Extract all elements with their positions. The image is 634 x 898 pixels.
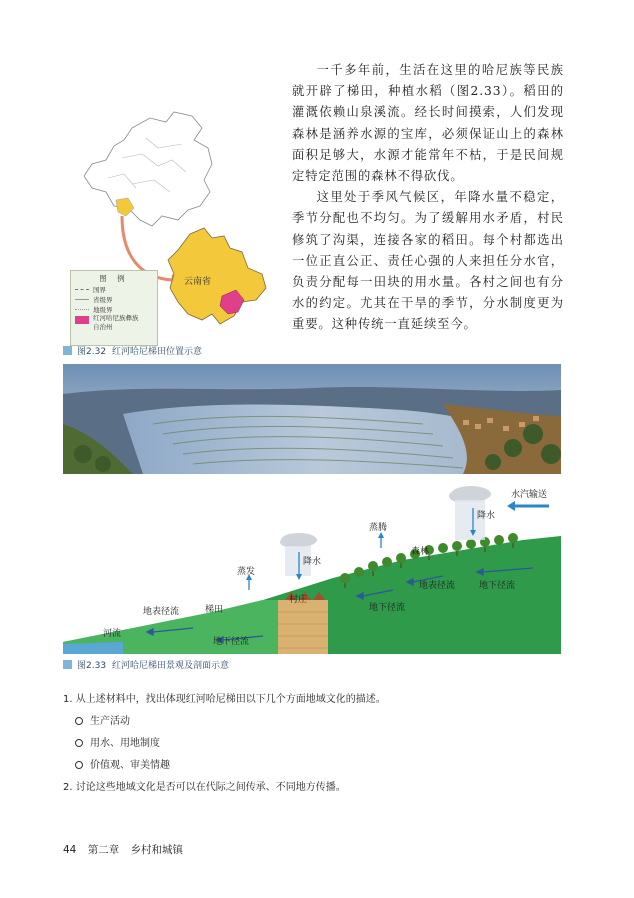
legend-title: 图 例 [99,274,129,283]
page-number: 44 [63,844,77,856]
label-village: 村庄 [289,595,308,605]
chapter-label: 第二章 [87,844,120,856]
sub-item: 价值观、审美情趣 [75,756,170,771]
label-underground-left: 地下径流 [213,637,250,647]
label-river: 河流 [103,629,122,639]
label-terrace: 梯田 [205,605,224,615]
terrace-profile-diagram [63,482,561,654]
page-footer [63,842,191,857]
paragraph: 这里处于季风气候区，年降水量不稳定，季节分配也不均匀。为了缓解用水矛盾，村民修筑了沟渠，连接各家的稻田。每个村都选出一位正直公正、责任心强的人来担任分水官，负责分配每一田块的用水量。各村之间也有分水的约定。尤其在干旱的季节，分水制度更为重要。这种传统一直延续至今。 [292,190,564,332]
paragraph: 一千多年前，生活在这里的哈尼族等民族就开辟了梯田，种植水稻（图2.33）。稻田的灌溉依赖山泉溪流。经长时间摸索，人们发现森林是涵养水源的宝库，必须保证山上的森林面积足够大，水源才能常年不枯，于是民间规定特定范围的森林不得砍伐。 [292,63,564,184]
province-label: 云南省 [184,277,212,287]
label-transpire: 蒸腾 [369,523,388,533]
label-surface-left: 地表径流 [143,607,180,617]
article-text [292,60,564,336]
label-underground-right1: 地下径流 [479,581,516,591]
caption-marker-icon [63,346,72,355]
label-rain-mid: 降水 [303,557,322,567]
label-forest: 森林 [411,547,430,557]
sub-item: 生产活动 [75,712,130,727]
label-rain-top: 降水 [477,511,496,521]
question-block [63,690,563,800]
label-underground-right2: 地下径流 [369,603,406,613]
question-1: 1. 从上述材料中，找出体现红河哈尼梯田以下几个方面地域文化的描述。 [63,694,386,705]
legend-item: 地级界 [71,304,157,314]
map-legend [70,270,158,346]
legend-item: 国界 [71,284,157,294]
question-2: 2. 讨论这些地域文化是否可以在代际之间传承、不同地方传播。 [63,782,346,793]
chapter-title: 乡村和城镇 [130,844,184,856]
label-surface-right1: 地表径流 [419,581,456,591]
circle-bullet-icon [75,761,83,769]
label-vapor: 水汽输送 [511,490,548,500]
terrace-photo-graphic [63,364,561,474]
circle-bullet-icon [75,717,83,725]
profile-graphic [63,482,561,654]
legend-item: 省级界 [71,294,157,304]
circle-bullet-icon [75,739,83,747]
legend-item: 红河哈尼族彝族自治州 [71,314,157,336]
diagram-caption: 图2.33 红河哈尼梯田景观及剖面示意 [63,658,229,671]
map-caption: 图2.32 红河哈尼梯田位置示意 [63,344,202,357]
label-evap: 蒸发 [237,567,256,577]
sub-item: 用水、用地制度 [75,734,160,749]
caption-marker-icon [63,660,72,669]
terrace-photo [63,364,561,474]
